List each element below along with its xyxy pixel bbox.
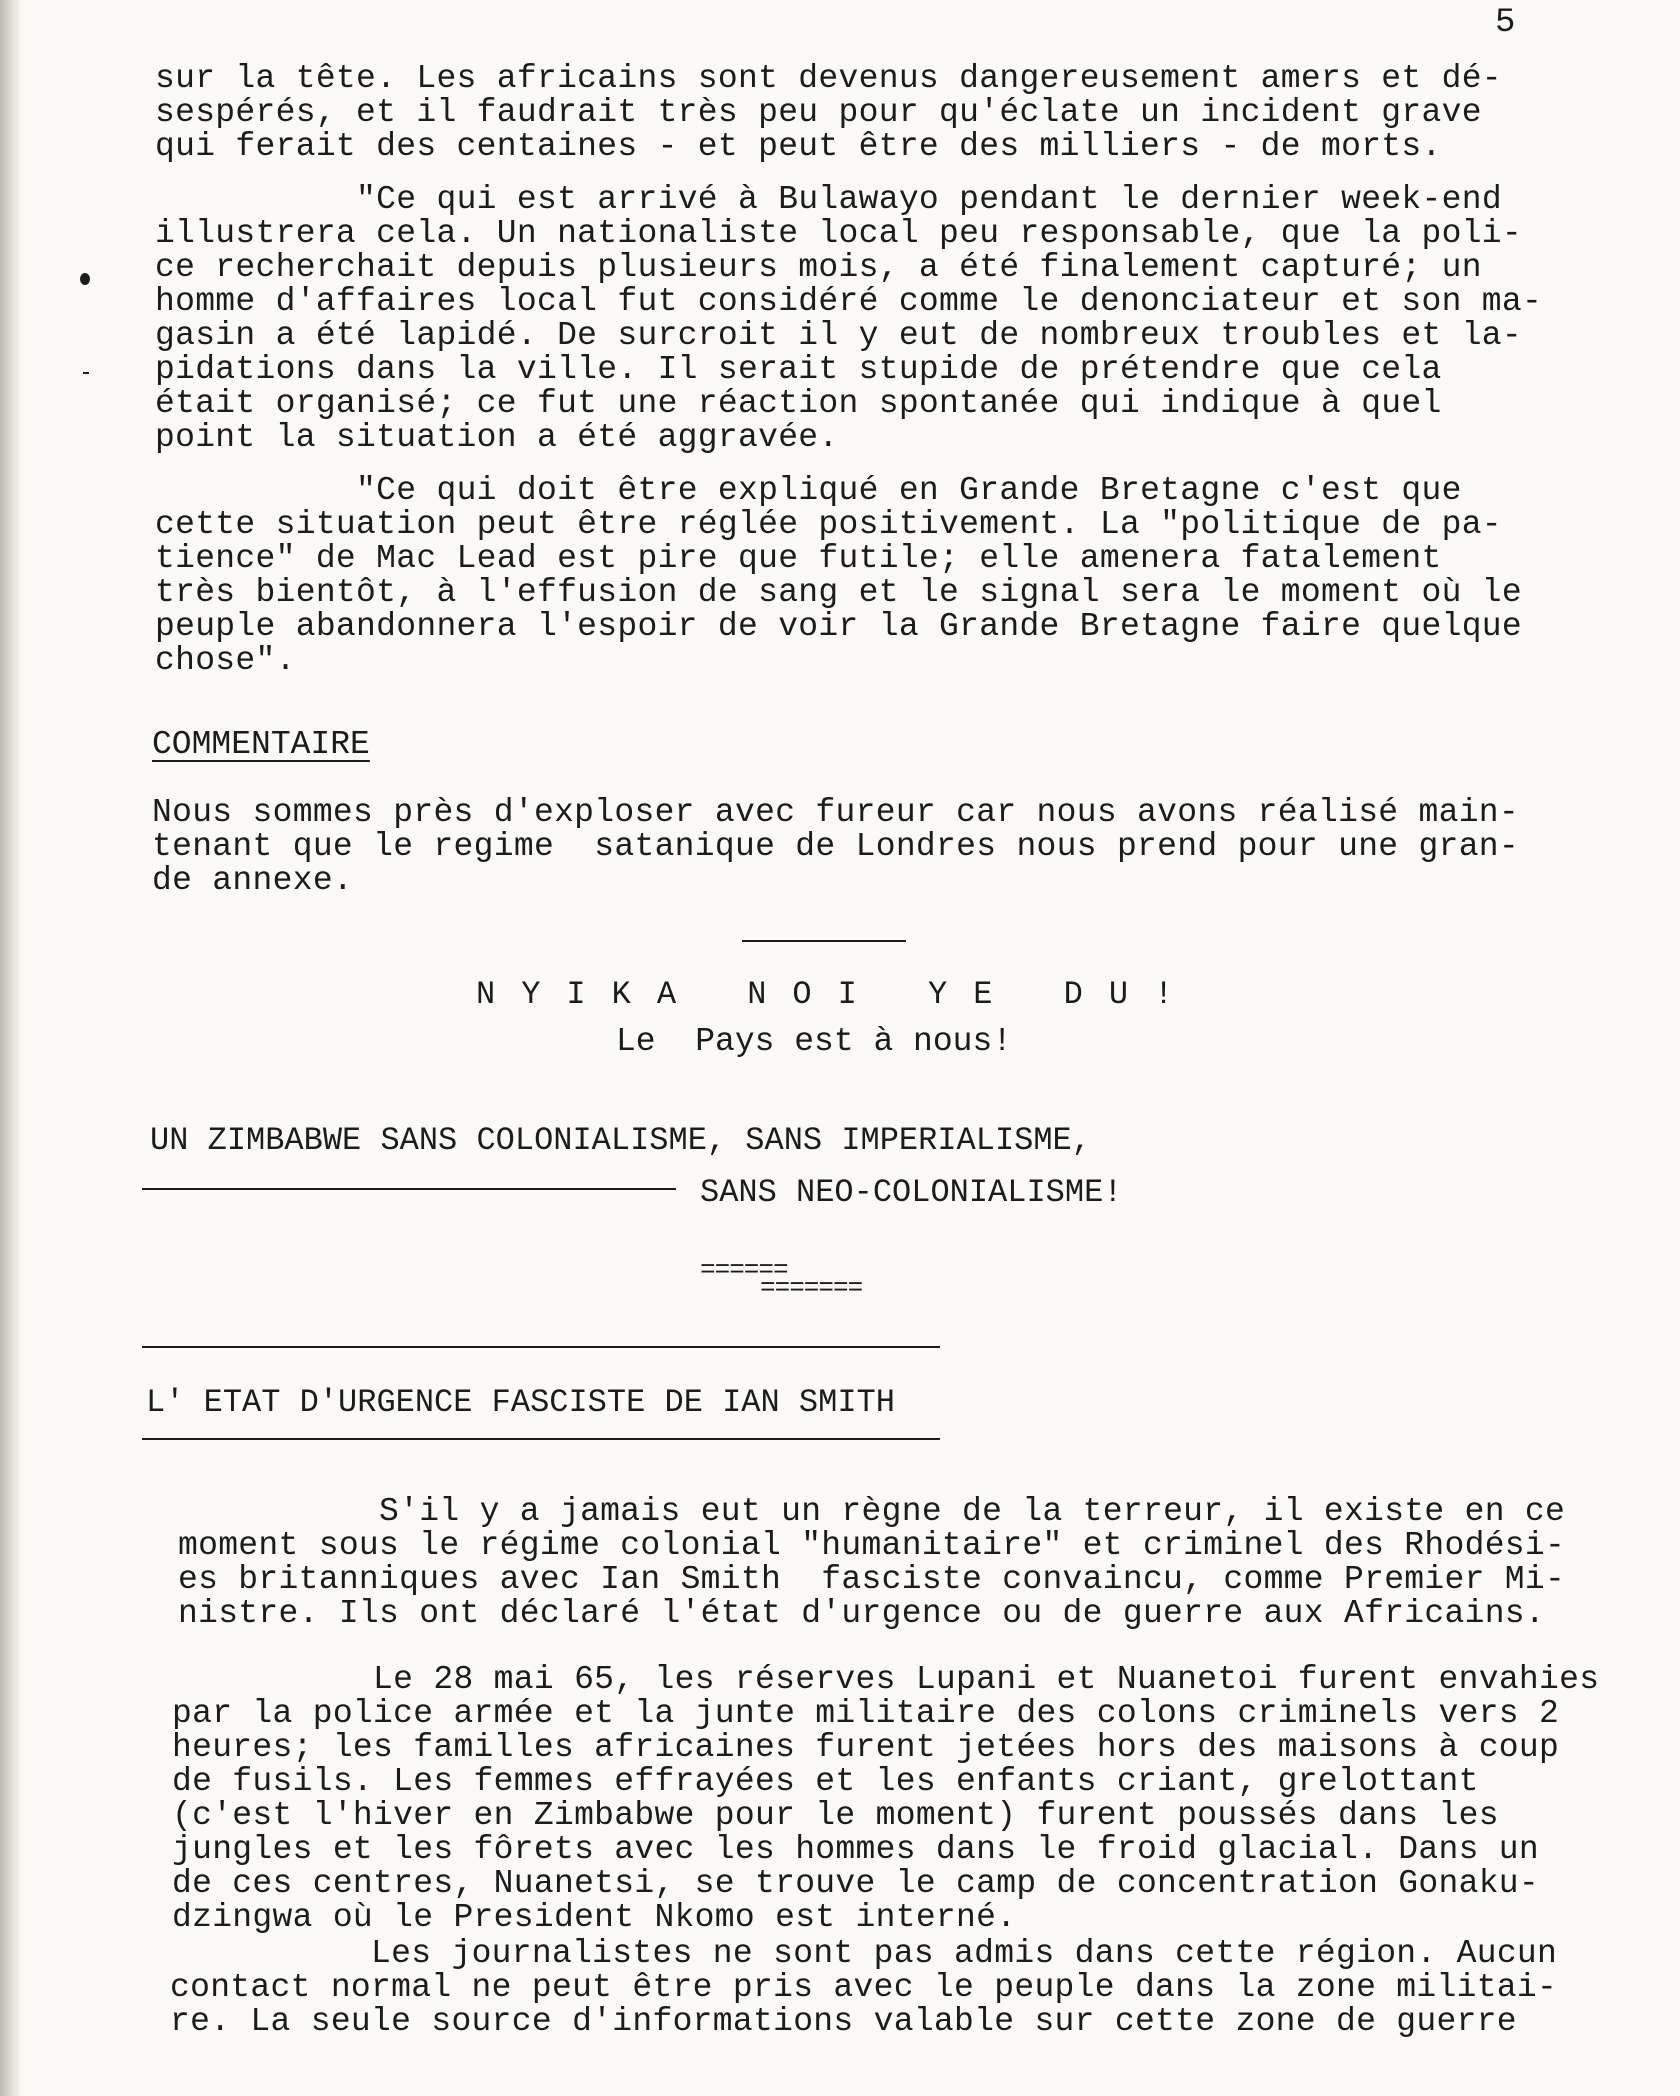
ink-speck xyxy=(83,372,89,374)
commentaire-text: Nous sommes près d'exploser avec fureur car nous avons réalisé main- tenant que le regime satanique de Londres nous prend pour une gran- de annexe. xyxy=(152,794,1520,899)
paragraph-28-mai: Le 28 mai 65, les réserves Lupani et Nuanetoi furent envahies par la police armée et la junte militaire des colons criminels vers 2 heures; les familles africaines furent jetées hors des maisons à coup de fusils. Les femmes effrayées et les enfants criant, grelottant (c'est l'hiver en Zimbabwe pour le moment) furent poussés dans les jungles et les fôrets avec les hommes dans le froid glacial. Dans un de ces centres, Nuanetsi, se trouve le camp de concentration Gonaku- dzingwa où le President Nkomo est interné. xyxy=(172,1661,1600,1936)
paragraph-regne-terreur: S'il y a jamais eut un règne de la terreur, il existe en ce moment sous le régime colonial "humanitaire" et criminel des Rhodési- es britanniques avec Ian Smith fasciste convaincu, comme Premier Mi- nistre. Ils ont déclaré l'état d'urgence ou de guerre aux Africains. xyxy=(178,1493,1566,1632)
commentaire-heading: COMMENTAIRE xyxy=(152,726,370,763)
separator-equals-2: ======= xyxy=(760,1273,863,1303)
slogan-line-2: SANS NEO-COLONIALISME! xyxy=(700,1174,1123,1211)
motto-divider xyxy=(742,940,906,942)
motto-subtitle: Le Pays est à nous! xyxy=(616,1023,1013,1060)
section-heading: L' ETAT D'URGENCE FASCISTE DE IAN SMITH xyxy=(146,1384,895,1421)
motto-title: NYIKA NOI YE DU! xyxy=(476,976,1200,1013)
section-rule-bottom xyxy=(142,1438,940,1440)
separator-equals-1: ====== xyxy=(700,1255,788,1285)
section-rule-top xyxy=(142,1346,940,1348)
paragraph-bulawayo: "Ce qui est arrivé à Bulawayo pendant le dernier week-end illustrera cela. Un nationaliste local peu responsable, que la poli- ce recherchait depuis plusieurs mois, a été finalement capturé; un homme d'affaires local fut considéré comme le denonciateur et son ma- gasin a été lapidé. De surcroit il y eut de nombreux troubles et la- pidations dans la ville. Il serait stupide de prétendre que cela était organisé; ce fut une réaction spontanée qui indique à quel point la situation a été aggravée. xyxy=(155,181,1543,456)
paragraph-grande-bretagne: "Ce qui doit être expliqué en Grande Bretagne c'est que cette situation peut être réglée positivement. La "politique de pa- tience" de Mac Lead est pire que futile; elle amenera fatalement très bientôt, à l'effusion de sang et le signal sera le moment où le peuple abandonnera l'espoir de voir la Grande Bretagne faire quelque chose". xyxy=(155,472,1523,679)
paragraph-journalistes: Les journalistes ne sont pas admis dans cette région. Aucun contact normal ne peut être pris avec le peuple dans la zone militai- re. La seule source d'informations valable sur cette zone de guerre xyxy=(170,1935,1558,2040)
ink-speck xyxy=(80,273,90,285)
scanned-page-edge xyxy=(0,0,22,2096)
slogan-leader-line xyxy=(142,1188,676,1190)
page-number: 5 xyxy=(1495,4,1516,42)
slogan-line-1: UN ZIMBABWE SANS COLONIALISME, SANS IMPERIALISME, xyxy=(150,1122,1091,1159)
paragraph-continuation: sur la tête. Les africains sont devenus dangereusement amers et dé- sespérés, et il faudrait très peu pour qu'éclate un incident grave qui ferait des centaines - et peut être des milliers - de morts. xyxy=(155,60,1502,165)
